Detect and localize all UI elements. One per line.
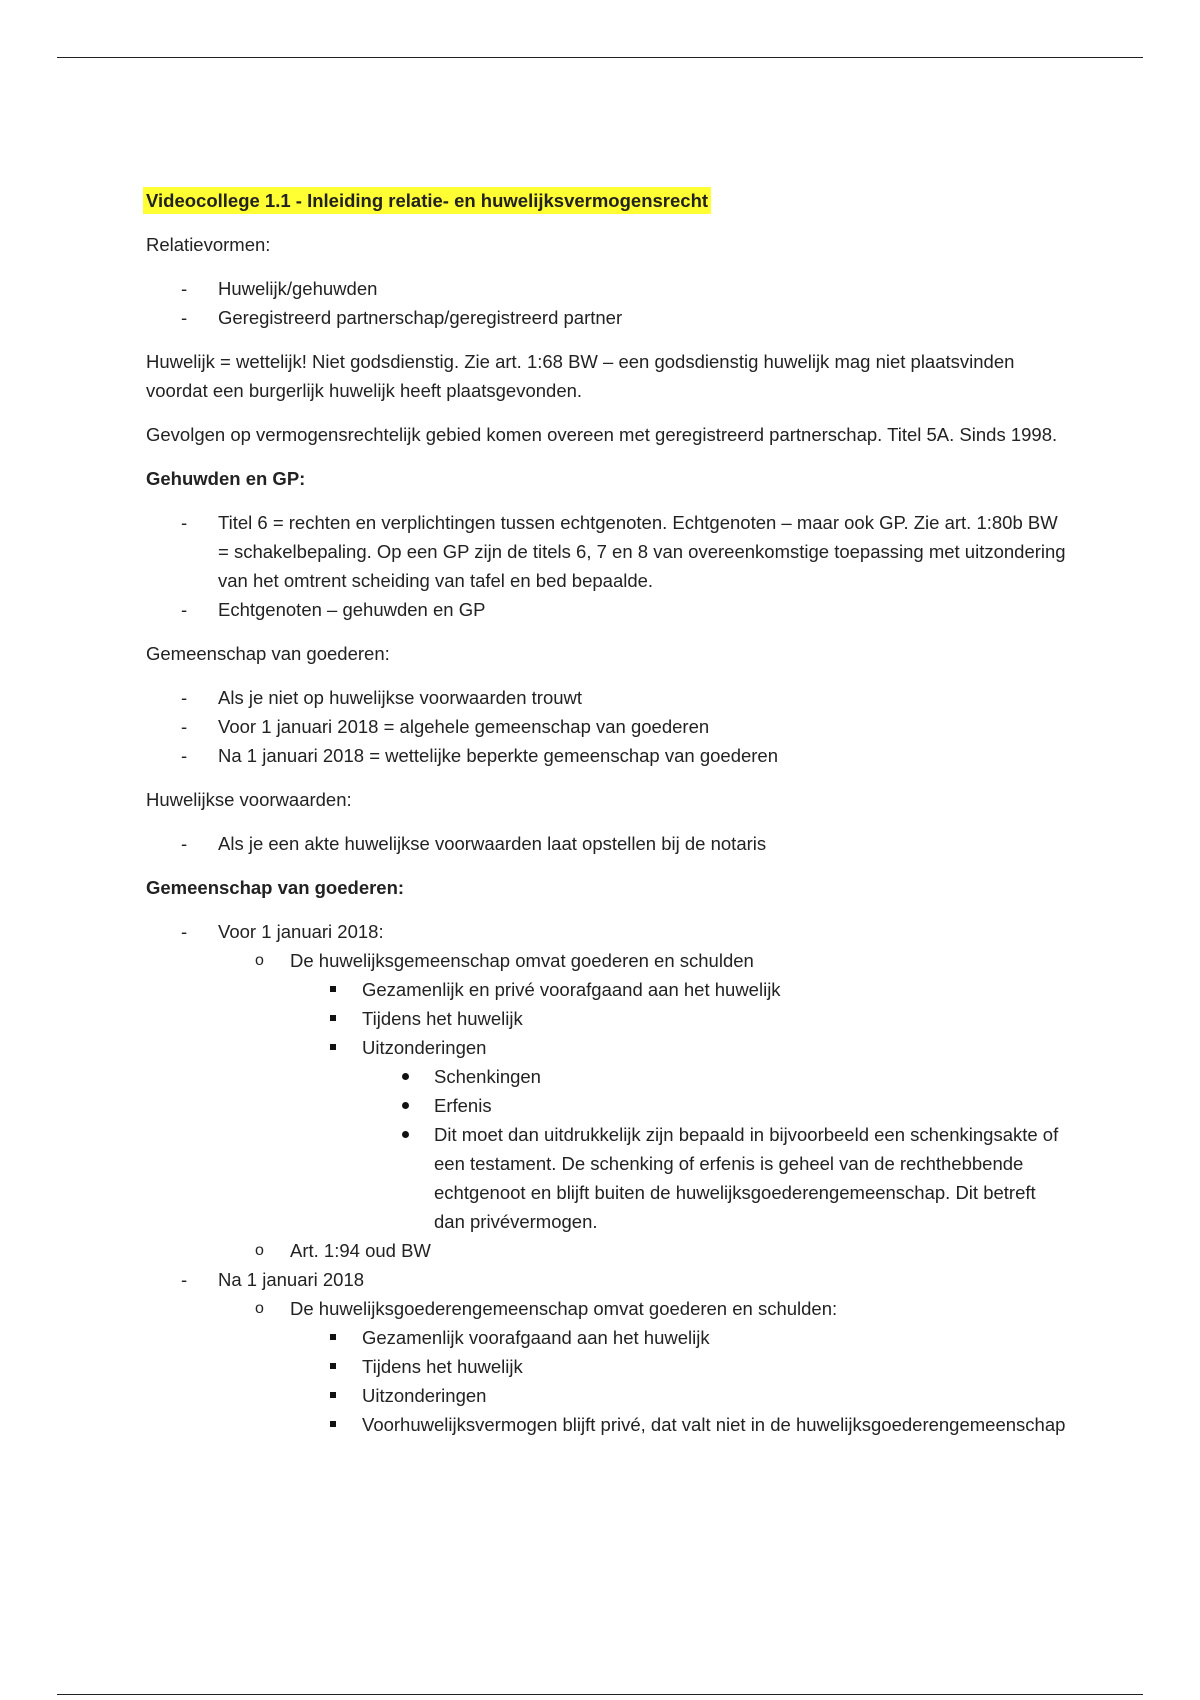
list-item: - Als je een akte huwelijkse voorwaarden laat opstellen bij de notaris — [146, 829, 1066, 858]
list-item: - Titel 6 = rechten en verplichtingen tussen echtgenoten. Echtgenoten – maar ook GP. Zie art. 1:80b BW = schakelbepaling. Op een GP zijn de titels 6, 7 en 8 van overeenkomstige toepassing met uitzondering van het omtrent scheiding van tafel en bed bepaalde. — [146, 508, 1066, 595]
list-item: - Echtgenoten – gehuwden en GP — [146, 595, 1066, 624]
sub-sub-list-item: Tijdens het huwelijk — [290, 1004, 1066, 1033]
sub-sub-list-item-uitzonderingen — [290, 1033, 1066, 1236]
voor-2018-sub-text: De huwelijksgemeenschap omvat goederen en schulden — [290, 950, 754, 971]
relatievormen-label: Relatievormen: — [146, 234, 271, 255]
list-item-voor-2018 — [146, 917, 1066, 1265]
list-item: - Voor 1 januari 2018 = algehele gemeenschap van goederen — [146, 712, 1066, 741]
heading-gehuwden-gp: Gehuwden en GP: — [146, 468, 306, 489]
sub-list-item — [218, 1294, 1066, 1439]
sub-sub-list-item: Gezamenlijk en privé voorafgaand aan het huwelijk — [290, 975, 1066, 1004]
na-2018-sub-text: De huwelijksgoederengemeenschap omvat goederen en schulden: — [290, 1298, 838, 1319]
document-body — [146, 186, 1066, 1454]
voor-2018-label: Voor 1 januari 2018: — [218, 921, 384, 942]
voorwaarden-list — [146, 829, 1066, 858]
uitzondering-item: Erfenis — [362, 1091, 1066, 1120]
sub-sub-list-item: Gezamenlijk voorafgaand aan het huwelijk — [290, 1323, 1066, 1352]
na-2018-sublist — [218, 1294, 1066, 1439]
list-item: - Geregistreerd partnerschap/geregistreerd partner — [146, 303, 1066, 332]
page-bottom-rule — [57, 1694, 1143, 1695]
list-item: - Huwelijk/gehuwden — [146, 274, 1066, 303]
gemeenschap-detail-list — [146, 917, 1066, 1439]
sub-sub-list-item: Uitzonderingen — [290, 1381, 1066, 1410]
document-title: Videocollege 1.1 - Inleiding relatie- en huwelijksvermogensrecht — [143, 187, 711, 214]
sub-list-item — [218, 946, 1066, 1236]
voorwaarden-label: Huwelijkse voorwaarden: — [146, 789, 352, 810]
list-item: - Na 1 januari 2018 = wettelijke beperkte gemeenschap van goederen — [146, 741, 1066, 770]
sub-sub-list-item: Tijdens het huwelijk — [290, 1352, 1066, 1381]
voor-2018-sublist — [218, 946, 1066, 1265]
na-2018-items — [290, 1323, 1066, 1439]
heading-gemeenschap-van-goederen: Gemeenschap van goederen: — [146, 877, 405, 898]
list-item-na-2018 — [146, 1265, 1066, 1439]
uitzondering-item: Dit moet dan uitdrukkelijk zijn bepaald in bijvoorbeeld een schenkingsakte of een testament. De schenking of erfenis is geheel van de rechthebbende echtgenoot en blijft buiten de huwelijksgoederengemeenschap. Dit betreft dan privévermogen. — [362, 1120, 1066, 1236]
uitzonderingen-label: Uitzonderingen — [362, 1037, 487, 1058]
list-item: - Als je niet op huwelijkse voorwaarden trouwt — [146, 683, 1066, 712]
paragraph-huwelijk: Huwelijk = wettelijk! Niet godsdienstig. Zie art. 1:68 BW – een godsdienstig huwelijk mag niet plaatsvinden voordat een burgerlijk huwelijk heeft plaatsgevonden. — [146, 351, 1015, 401]
gemeenschap-label: Gemeenschap van goederen: — [146, 643, 390, 664]
voor-2018-items — [290, 975, 1066, 1236]
gemeenschap-list — [146, 683, 1066, 770]
sub-list-item: o Art. 1:94 oud BW — [218, 1236, 1066, 1265]
paragraph-gevolgen: Gevolgen op vermogensrechtelijk gebied komen overeen met geregistreerd partnerschap. Titel 5A. Sinds 1998. — [146, 424, 1058, 445]
page-top-rule — [57, 57, 1143, 58]
na-2018-label: Na 1 januari 2018 — [218, 1269, 365, 1290]
uitzonderingen-list — [362, 1062, 1066, 1236]
relatievormen-list — [146, 274, 1066, 332]
uitzondering-item: Schenkingen — [362, 1062, 1066, 1091]
sub-sub-list-item: Voorhuwelijksvermogen blijft privé, dat valt niet in de huwelijksgoederengemeenschap — [290, 1410, 1066, 1439]
gehuwden-list — [146, 508, 1066, 624]
